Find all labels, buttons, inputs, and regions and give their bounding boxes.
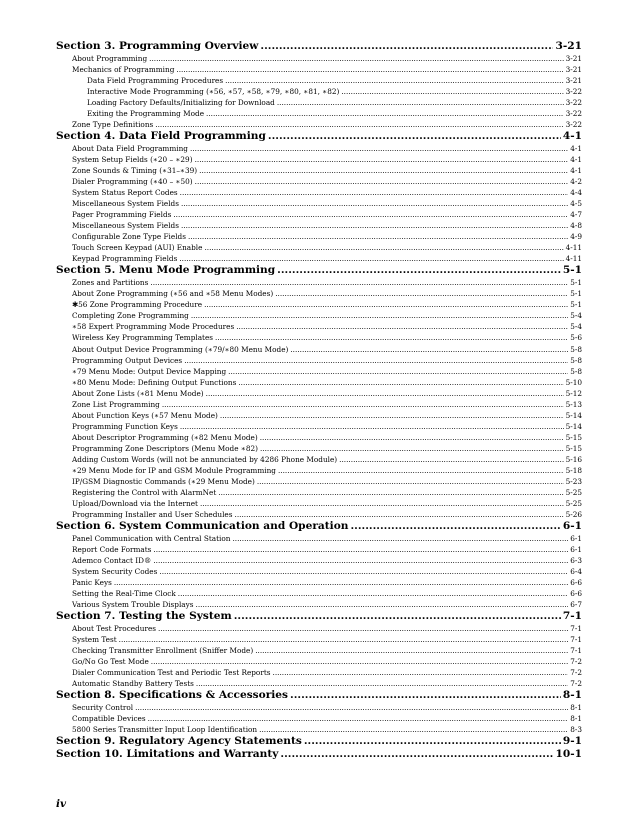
toc-entry-title: About Zone Programming (∗56 and ∗58 Menu Modes) <box>72 289 274 299</box>
dot-leader <box>195 176 569 187</box>
toc-entry-title: Zone List Programming <box>72 399 160 409</box>
toc-entry[interactable] <box>56 432 582 443</box>
toc-entry-page: 4-9 <box>570 232 582 242</box>
toc-entry[interactable] <box>56 476 582 487</box>
dot-leader <box>304 735 561 748</box>
dot-leader <box>188 231 568 242</box>
toc-entry-title: Checking Transmitter Enrollment (Sniffer Mode) <box>72 646 254 656</box>
toc-entry[interactable] <box>56 198 582 209</box>
toc-entry-page: 5-25 <box>565 499 582 509</box>
dot-leader <box>153 555 568 566</box>
toc-entry-page: 3-21 <box>565 64 582 74</box>
toc-entry-page: 6-1 <box>570 545 582 555</box>
dot-leader <box>280 748 553 761</box>
toc-entry[interactable] <box>56 242 582 253</box>
toc-entry-title: 5800 Series Transmitter Input Loop Identification <box>72 725 258 735</box>
toc-entry-page: 5-1 <box>570 289 582 299</box>
dot-leader <box>350 520 560 533</box>
toc-entry[interactable] <box>56 421 582 432</box>
toc-entry-title: Adding Custom Words (will not be annunciated by 4286 Phone Module) <box>72 454 338 464</box>
toc-entry-page: 4-1 <box>562 130 582 143</box>
toc-entry-title: ∗80 Menu Mode: Defining Output Functions <box>72 377 237 387</box>
toc-entry-title: Interactive Mode Programming (∗56, ∗57, ∗58, ∗79, ∗80, ∗81, ∗82) <box>87 86 340 96</box>
toc-entry-title: Data Field Programming Procedures <box>87 75 224 85</box>
toc-entry-page: 3-22 <box>565 109 582 119</box>
dot-leader <box>204 242 563 253</box>
toc-entry-title: Section 7. Testing the System <box>56 610 232 623</box>
toc-entry[interactable] <box>56 288 582 299</box>
toc-entry-page: 5-15 <box>565 443 582 453</box>
toc-entry[interactable] <box>56 599 582 610</box>
toc-entry-title: Miscellaneous System Fields <box>72 221 179 231</box>
toc-entry[interactable] <box>56 498 582 509</box>
toc-entry[interactable] <box>56 119 582 130</box>
toc-entry[interactable] <box>56 310 582 321</box>
toc-entry[interactable] <box>56 656 582 667</box>
toc-entry-title: Automatic Standby Battery Tests <box>72 679 194 689</box>
dot-leader <box>178 588 568 599</box>
dot-leader <box>206 388 564 399</box>
dot-leader <box>260 432 564 443</box>
toc-entry[interactable] <box>56 678 582 689</box>
toc-entry[interactable] <box>56 332 582 343</box>
toc-entry-page: 5-25 <box>565 488 582 498</box>
toc-entry-title: Touch Screen Keypad (AUI) Enable <box>72 243 203 253</box>
toc-entry-page: 4-1 <box>570 143 582 153</box>
toc-entry[interactable] <box>56 702 582 713</box>
toc-entry-page: 5-10 <box>565 377 582 387</box>
toc-entry-page: 7-2 <box>570 657 582 667</box>
dot-leader <box>273 667 569 678</box>
toc-entry[interactable] <box>56 410 582 421</box>
dot-leader <box>176 64 563 75</box>
toc-entry-title: System Test <box>72 635 117 645</box>
toc-entry[interactable] <box>56 533 582 544</box>
dot-leader <box>148 713 569 724</box>
toc-entry-page: 4-8 <box>570 221 582 231</box>
dot-leader <box>204 299 568 310</box>
toc-entry-page: 8-1 <box>570 703 582 713</box>
toc-entry[interactable] <box>56 344 582 355</box>
toc-entry[interactable] <box>56 724 582 735</box>
dot-leader <box>159 566 568 577</box>
toc-entry-title: Security Control <box>72 703 134 713</box>
toc-entry-page: 7-1 <box>570 624 582 634</box>
toc-entry-page: 3-21 <box>565 53 582 63</box>
toc-entry-title: ∗29 Menu Mode for IP and GSM Module Programming <box>72 466 276 476</box>
dot-leader <box>277 264 561 277</box>
toc-entry-page: 5-14 <box>565 421 582 431</box>
toc-entry[interactable] <box>56 154 582 165</box>
toc-entry-title: Wireless Key Programming Templates <box>72 333 214 343</box>
toc-entry[interactable] <box>56 321 582 332</box>
toc-entry-page: 10-1 <box>555 748 582 761</box>
toc-entry-title: About Test Procedures <box>72 624 157 634</box>
toc-entry[interactable] <box>56 176 582 187</box>
toc-entry-page: 5-8 <box>570 355 582 365</box>
toc-entry[interactable] <box>56 220 582 231</box>
dot-leader <box>339 454 563 465</box>
toc-entry-page: 3-22 <box>565 120 582 130</box>
dot-leader <box>181 220 568 231</box>
dot-leader <box>151 656 568 667</box>
toc-entry[interactable] <box>56 487 582 498</box>
toc-entry-title: Dialer Communication Test and Periodic Test Reports <box>72 668 271 678</box>
toc-entry-title: About Zone Lists (∗81 Menu Mode) <box>72 388 204 398</box>
toc-entry[interactable] <box>56 97 582 108</box>
toc-entry-page: 7-1 <box>570 646 582 656</box>
toc-section-heading[interactable] <box>56 40 582 53</box>
toc-entry-page: 8-3 <box>570 725 582 735</box>
toc-entry[interactable] <box>56 187 582 198</box>
toc-entry-title: Miscellaneous System Fields <box>72 199 179 209</box>
toc-entry-page: 5-1 <box>570 300 582 310</box>
dot-leader <box>232 533 568 544</box>
dot-leader <box>153 544 568 555</box>
toc-entry-title: IP/GSM Diagnostic Commands (∗29 Menu Mode) <box>72 477 255 487</box>
table-of-contents <box>56 40 582 761</box>
toc-entry-page: 6-6 <box>570 589 582 599</box>
dot-leader <box>135 702 568 713</box>
toc-entry[interactable] <box>56 645 582 656</box>
dot-leader <box>278 465 564 476</box>
toc-entry-title: Zone Sounds & Timing (∗31–∗39) <box>72 166 198 176</box>
dot-leader <box>260 40 553 53</box>
toc-section-heading[interactable] <box>56 735 582 748</box>
toc-entry[interactable] <box>56 299 582 310</box>
toc-entry[interactable] <box>56 277 582 288</box>
toc-entry-page: 5-4 <box>570 311 582 321</box>
dot-leader <box>290 689 561 702</box>
toc-entry-page: 7-1 <box>562 610 582 623</box>
dot-leader <box>225 75 563 86</box>
toc-entry-page: 5-8 <box>570 344 582 354</box>
toc-entry-page: 5-4 <box>570 322 582 332</box>
toc-entry-title: Keypad Programming Fields <box>72 254 178 264</box>
toc-entry-title: Completing Zone Programming <box>72 311 189 321</box>
toc-entry[interactable] <box>56 231 582 242</box>
toc-entry-page: 5-18 <box>565 466 582 476</box>
dot-leader <box>158 623 568 634</box>
toc-entry-title: Zones and Partitions <box>72 278 149 288</box>
dot-leader <box>220 410 564 421</box>
toc-entry-title: Go/No Go Test Mode <box>72 657 149 667</box>
toc-entry-title: Pager Programming Fields <box>72 210 172 220</box>
toc-entry-title: ∗58 Expert Programming Mode Procedures <box>72 322 235 332</box>
toc-entry[interactable] <box>56 108 582 119</box>
dot-leader <box>260 443 564 454</box>
toc-entry[interactable] <box>56 443 582 454</box>
toc-entry[interactable] <box>56 566 582 577</box>
dot-leader <box>191 310 568 321</box>
toc-entry-title: About Descriptor Programming (∗82 Menu Mode) <box>72 432 258 442</box>
toc-entry-title: Registering the Control with AlarmNet <box>72 488 217 498</box>
toc-entry-title: Loading Factory Defaults/Initializing for Download <box>87 97 275 107</box>
toc-entry-title: Mechanics of Programming <box>72 64 175 74</box>
toc-entry[interactable] <box>56 253 582 264</box>
toc-entry[interactable] <box>56 465 582 476</box>
toc-entry[interactable] <box>56 64 582 75</box>
dot-leader <box>206 108 564 119</box>
toc-entry-title: Section 3. Programming Overview <box>56 40 259 52</box>
dot-leader <box>238 377 563 388</box>
toc-entry-title: Panel Communication with Central Station <box>72 534 231 544</box>
toc-entry-title: Programming Installer and User Schedules <box>72 510 233 520</box>
dot-leader <box>181 198 568 209</box>
toc-entry[interactable] <box>56 165 582 176</box>
toc-entry[interactable] <box>56 667 582 678</box>
dot-leader <box>268 130 561 143</box>
toc-section-heading[interactable] <box>56 264 582 277</box>
toc-entry-page: 4-4 <box>570 188 582 198</box>
toc-entry[interactable] <box>56 713 582 724</box>
toc-section-heading[interactable] <box>56 520 582 533</box>
toc-entry-page: 7-2 <box>570 679 582 689</box>
toc-entry-title: Section 9. Regulatory Agency Statements <box>56 735 302 748</box>
toc-entry-page: 6-6 <box>570 578 582 588</box>
toc-entry-page: 5-14 <box>565 410 582 420</box>
toc-entry-page: 5-1 <box>562 264 582 277</box>
toc-entry-title: Report Code Formats <box>72 545 152 555</box>
dot-leader <box>259 724 568 735</box>
toc-entry-page: 6-4 <box>570 567 582 577</box>
toc-entry-page: 5-16 <box>565 454 582 464</box>
dot-leader <box>236 321 568 332</box>
dot-leader <box>228 366 568 377</box>
toc-entry-page: 6-1 <box>562 520 582 533</box>
dot-leader <box>119 634 569 645</box>
toc-entry-title: Upload/Download via the Internet <box>72 499 198 509</box>
toc-entry[interactable] <box>56 555 582 566</box>
toc-entry[interactable] <box>56 623 582 634</box>
toc-section-heading[interactable] <box>56 130 582 143</box>
dot-leader <box>196 678 568 689</box>
toc-entry-page: 5-6 <box>570 333 582 343</box>
dot-leader <box>290 344 568 355</box>
dot-leader <box>196 599 569 610</box>
dot-leader <box>195 154 569 165</box>
toc-entry-page: 6-1 <box>570 534 582 544</box>
toc-entry-page: 3-22 <box>565 97 582 107</box>
toc-entry-page: 7-2 <box>570 668 582 678</box>
toc-entry-page: 4-5 <box>570 199 582 209</box>
toc-entry-title: Section 4. Data Field Programming <box>56 130 266 143</box>
toc-entry[interactable] <box>56 53 582 64</box>
dot-leader <box>215 332 568 343</box>
toc-entry-title: Programming Function Keys <box>72 421 178 431</box>
toc-entry[interactable] <box>56 209 582 220</box>
toc-entry-page: 8-1 <box>562 689 582 702</box>
toc-entry-title: Dialer Programming (∗40 – ∗50) <box>72 177 193 187</box>
toc-entry-title: Section 6. System Communication and Operation <box>56 520 349 533</box>
toc-entry-title: Section 5. Menu Mode Programming <box>56 264 276 277</box>
toc-entry-title: System Security Codes <box>72 567 158 577</box>
toc-entry-page: 3-22 <box>565 86 582 96</box>
toc-entry-title: About Programming <box>72 53 148 63</box>
toc-entry-title: Panic Keys <box>72 578 112 588</box>
dot-leader <box>155 119 563 130</box>
dot-leader <box>234 610 561 623</box>
toc-entry-title: Compatible Devices <box>72 714 146 724</box>
toc-entry-page: 5-15 <box>565 432 582 442</box>
toc-entry-title: Programming Output Devices <box>72 355 183 365</box>
toc-entry-title: Programming Zone Descriptors (Menu Mode ∗82) <box>72 443 258 453</box>
toc-entry[interactable] <box>56 399 582 410</box>
dot-leader <box>180 187 569 198</box>
toc-entry-title: Ademco Contact ID® <box>72 556 152 566</box>
toc-entry-page: 4-2 <box>570 177 582 187</box>
toc-entry-page: 3-21 <box>565 75 582 85</box>
dot-leader <box>200 498 564 509</box>
toc-entry-page: 6-7 <box>570 600 582 610</box>
toc-entry-page: 5-1 <box>570 278 582 288</box>
toc-entry-title: Exiting the Programming Mode <box>87 109 205 119</box>
dot-leader <box>179 253 563 264</box>
toc-entry[interactable] <box>56 75 582 86</box>
toc-entry[interactable] <box>56 143 582 154</box>
dot-leader <box>277 97 564 108</box>
page-number: iv <box>56 798 67 810</box>
toc-entry-page: 5-13 <box>565 399 582 409</box>
toc-entry-page: 5-26 <box>565 510 582 520</box>
toc-entry-title: System Status Report Codes <box>72 188 178 198</box>
toc-section-heading[interactable] <box>56 748 582 761</box>
toc-entry-title: About Output Device Programming (∗79/∗80 Menu Mode) <box>72 344 289 354</box>
toc-section-heading[interactable] <box>56 610 582 623</box>
toc-entry-page: 6-3 <box>570 556 582 566</box>
toc-entry-page: 4-1 <box>570 166 582 176</box>
toc-entry-page: 4-11 <box>565 243 582 253</box>
toc-entry-title: Section 10. Limitations and Warranty <box>56 748 279 761</box>
toc-entry-page: 4-1 <box>570 154 582 164</box>
toc-entry-page: 7-1 <box>570 635 582 645</box>
toc-section-heading[interactable] <box>56 689 582 702</box>
toc-entry-title: ∗79 Menu Mode: Output Device Mapping <box>72 366 227 376</box>
toc-entry[interactable] <box>56 634 582 645</box>
toc-entry-page: 4-11 <box>565 254 582 264</box>
dot-leader <box>218 487 563 498</box>
toc-entry[interactable] <box>56 509 582 520</box>
toc-entry-title: About Data Field Programming <box>72 143 188 153</box>
toc-entry[interactable] <box>56 388 582 399</box>
toc-entry-page: 5-8 <box>570 366 582 376</box>
toc-entry[interactable] <box>56 544 582 555</box>
toc-entry-title: Various System Trouble Displays <box>72 600 194 610</box>
dot-leader <box>114 577 568 588</box>
toc-entry[interactable] <box>56 577 582 588</box>
dot-leader <box>184 355 568 366</box>
toc-entry[interactable] <box>56 377 582 388</box>
dot-leader <box>149 53 563 64</box>
toc-entry-page: 5-12 <box>565 388 582 398</box>
toc-entry-page: 8-1 <box>570 714 582 724</box>
toc-entry-page: 5-23 <box>565 477 582 487</box>
toc-entry[interactable] <box>56 588 582 599</box>
toc-entry-title: Setting the Real-Time Clock <box>72 589 176 599</box>
toc-entry[interactable] <box>56 355 582 366</box>
toc-entry[interactable] <box>56 86 582 97</box>
dot-leader <box>199 165 568 176</box>
toc-entry-page: 9-1 <box>562 735 582 748</box>
dot-leader <box>257 476 564 487</box>
toc-entry-page: 3-21 <box>555 40 582 52</box>
dot-leader <box>255 645 568 656</box>
dot-leader <box>162 399 564 410</box>
dot-leader <box>180 421 564 432</box>
toc-entry-title: Zone Type Definitions <box>72 120 154 130</box>
toc-entry-page: 4-7 <box>570 210 582 220</box>
dot-leader <box>150 277 568 288</box>
toc-entry-title: About Function Keys (∗57 Menu Mode) <box>72 410 218 420</box>
dot-leader <box>190 143 568 154</box>
toc-entry-title: Configurable Zone Type Fields <box>72 232 186 242</box>
toc-entry[interactable] <box>56 366 582 377</box>
toc-entry-title: ✱56 Zone Programming Procedure <box>72 300 203 310</box>
dot-leader <box>341 86 563 97</box>
dot-leader <box>235 509 564 520</box>
dot-leader <box>275 288 568 299</box>
toc-entry-title: System Setup Fields (∗20 – ∗29) <box>72 154 193 164</box>
toc-entry-title: Section 8. Specifications & Accessories <box>56 689 289 702</box>
dot-leader <box>173 209 568 220</box>
toc-entry[interactable] <box>56 454 582 465</box>
